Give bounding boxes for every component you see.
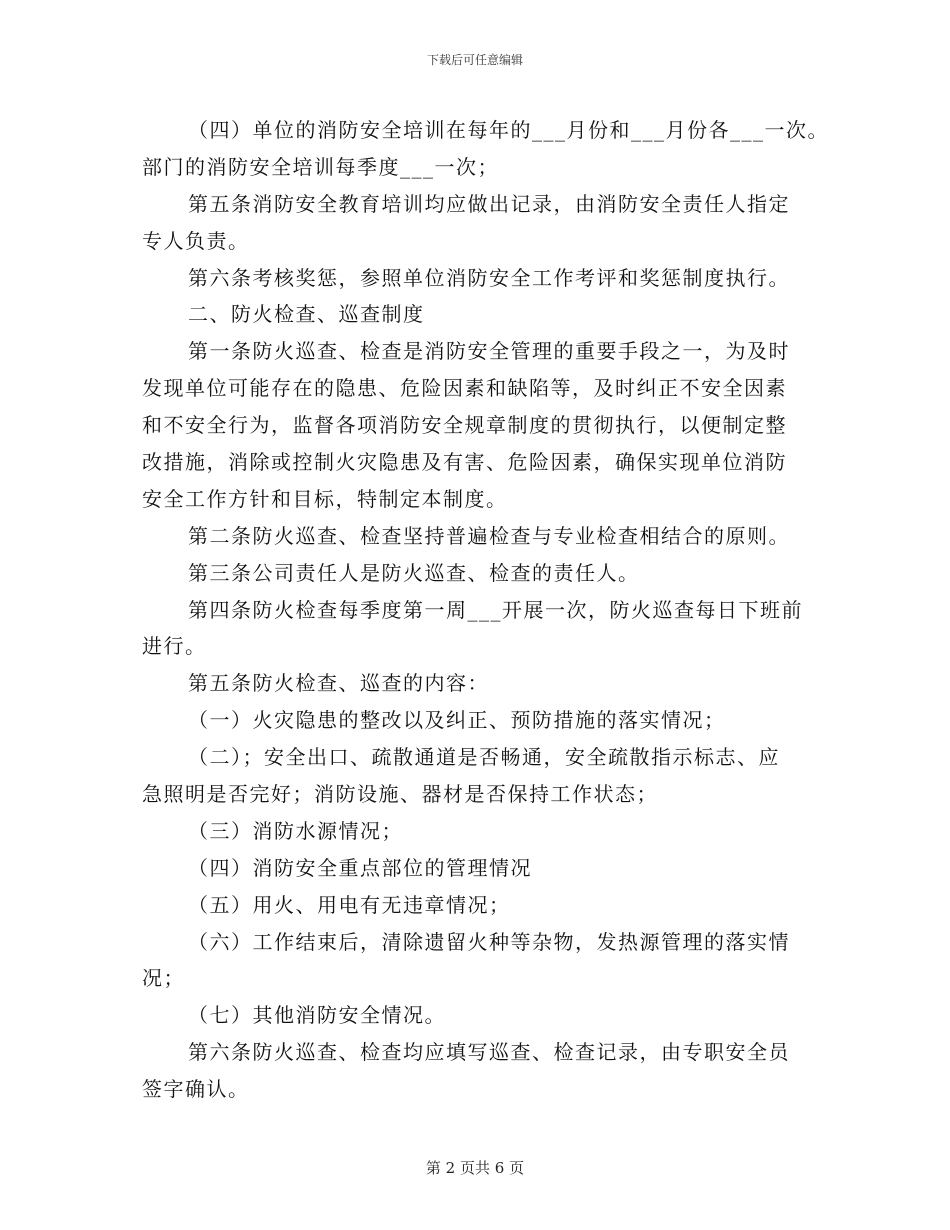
text-line: 第一条防火巡查、检查是消防安全管理的重要手段之一，为及时: [188, 339, 790, 364]
text-line: （三）消防水源情况；: [188, 818, 403, 843]
text-line: 第六条防火巡查、检查均应填写巡查、检查记录，由专职安全员: [188, 1040, 790, 1065]
text-line: 第四条防火检查每季度第一周___开展一次，防火巡查每日下班前: [188, 597, 803, 622]
text-line: （四）单位的消防安全培训在每年的___月份和___月份各___一次。: [188, 118, 829, 142]
document-body: [142, 112, 829, 1108]
text-line: 和不安全行为，监督各项消防安全规章制度的贯彻执行，以便制定整: [142, 413, 787, 438]
text-line: 进行。: [142, 634, 207, 659]
text-line: （一）火灾隐患的整改以及纠正、预防措施的落实情况；: [188, 708, 726, 733]
text-line: （七）其他消防安全情况。: [188, 1003, 446, 1028]
text-line: 签字确认。: [142, 1077, 250, 1102]
text-line: 发现单位可能存在的隐患、危险因素和缺陷等，及时纠正不安全因素: [142, 376, 787, 401]
text-line: （六）工作结束后，清除遗留火种等杂物，发热源管理的落实情: [188, 929, 790, 954]
text-line: 专人负责。: [142, 228, 250, 253]
text-line: 改措施，消除或控制火灾隐患及有害、危险因素，确保实现单位消防: [142, 450, 787, 475]
text-line: 第二条防火巡查、检查坚持普遍检查与专业检查相结合的原则。: [188, 523, 790, 548]
text-line: 安全工作方针和目标，特制定本制度。: [142, 486, 508, 511]
text-line: 第五条防火检查、巡查的内容：: [188, 671, 489, 696]
text-line: 二、防火检查、巡查制度: [188, 302, 425, 327]
text-line: （二）；安全出口、疏散通道是否畅通，安全疏散指示标志、应: [188, 745, 780, 770]
page-header: 下载后可任意编辑: [426, 53, 523, 67]
text-line: （五）用火、用电有无违章情况；: [188, 892, 511, 917]
text-line: 第六条考核奖惩，参照单位消防安全工作考评和奖惩制度执行。: [188, 265, 790, 290]
text-line: 第三条公司责任人是防火巡查、检查的责任人。: [188, 560, 640, 585]
page-footer: 第 2 页共 6 页: [425, 1159, 525, 1177]
text-line: 部门的消防安全培训每季度___一次；: [142, 154, 499, 179]
text-line: 况；: [142, 966, 185, 991]
text-line: 第五条消防安全教育培训均应做出记录，由消防安全责任人指定: [188, 191, 790, 216]
text-line: （四）消防安全重点部位的管理情况: [188, 855, 532, 880]
text-line: 急照明是否完好；消防设施、器材是否保持工作状态；: [142, 782, 658, 807]
